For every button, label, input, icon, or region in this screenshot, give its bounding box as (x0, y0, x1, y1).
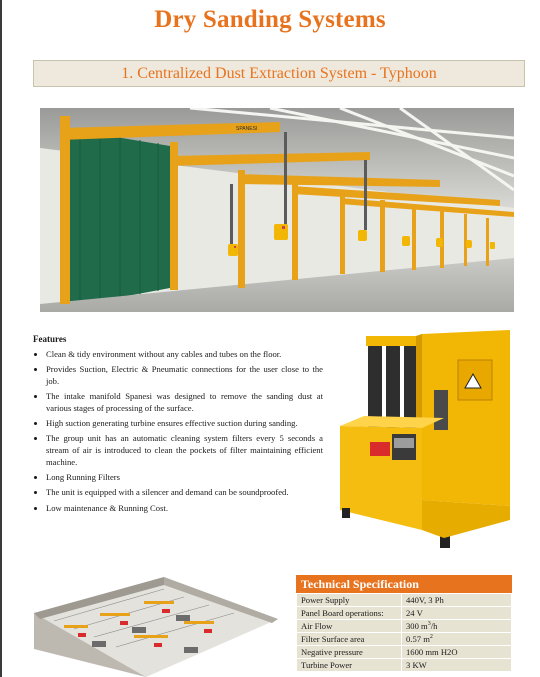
list-item: • The unit is equipped with a silencer and demand can be soundproofed. (46, 487, 323, 499)
list-item: • Long Running Filters (46, 472, 323, 484)
spec-table (296, 593, 512, 672)
spec-label: Negative pressure (297, 646, 402, 659)
spec-label: Air Flow (297, 620, 402, 633)
beam-brand-label: SPANESI (236, 126, 258, 132)
features-list (33, 349, 323, 515)
left-border-rule (0, 0, 2, 677)
extraction-unit-photo (334, 330, 522, 552)
features-block (33, 334, 323, 518)
list-item: • Low maintenance & Running Cost. (46, 503, 323, 515)
spec-value: 24 V (402, 607, 512, 620)
table-row (297, 620, 512, 633)
spec-heading: Technical Specification (296, 575, 512, 593)
spec-label: Turbine Power (297, 659, 402, 672)
spec-value-cell (402, 633, 512, 646)
table-row (297, 607, 512, 620)
spec-unit-exponent: 3 (427, 621, 431, 628)
features-heading: Features (33, 334, 67, 344)
table-row (297, 633, 512, 646)
plant-layout-illustration (34, 573, 278, 677)
list-item: • The intake manifold Spanesi was designed to remove the sanding dust at various stages of processing of the surface. (46, 391, 323, 414)
list-item: • The group unit has an automatic cleaning system filters every 5 seconds a stream of air is introduced to clean the pockets of filter maintaining efficient machine. (46, 433, 323, 468)
page-title: Dry Sanding Systems (154, 6, 386, 33)
list-item: • High suction generating turbine ensures effective suction during sanding. (46, 418, 323, 430)
spec-label: Power Supply (297, 594, 402, 607)
list-item: • Provides Suction, Electric & Pneumatic connections for the user close to the job. (46, 364, 323, 387)
spec-unit-exponent: 2 (429, 634, 433, 641)
list-item: • Clean & tidy environment without any cables and tubes on the floor. (46, 349, 323, 361)
spec-label: Filter Surface area (297, 633, 402, 646)
section-heading-bar (33, 60, 525, 87)
spec-value: 0.57 m (406, 634, 430, 644)
warehouse-photo (40, 108, 514, 312)
spec-value-cell (402, 620, 512, 633)
spec-label: Panel Board operations: (297, 607, 402, 620)
spec-unit-suffix: /h (430, 621, 438, 631)
table-row (297, 646, 512, 659)
section-title: 1. Centralized Dust Extraction System - Typhoon (121, 65, 437, 82)
table-row (297, 659, 512, 672)
spec-value: 3 KW (402, 659, 512, 672)
spec-value: 1600 mm H2O (402, 646, 512, 659)
table-row (297, 594, 512, 607)
spec-value: 300 m (406, 621, 428, 631)
technical-spec-table (296, 575, 512, 672)
spec-value: 440V, 3 Ph (402, 594, 512, 607)
